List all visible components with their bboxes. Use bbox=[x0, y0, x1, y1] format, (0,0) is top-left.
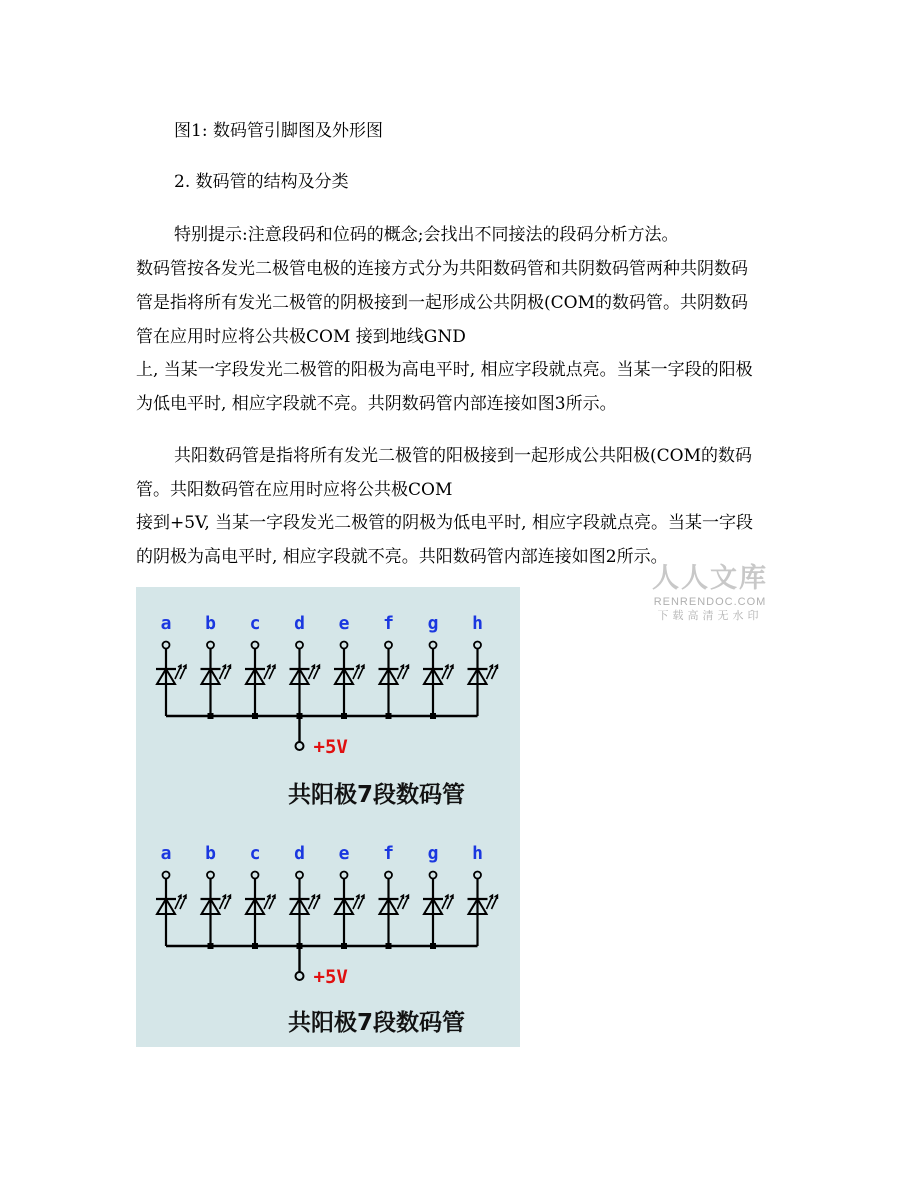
segment-label-c: c bbox=[249, 843, 261, 864]
segment-label-f: f bbox=[383, 613, 394, 634]
led-light-arrows-d bbox=[309, 665, 320, 679]
watermark-tagline: 下载高清无水印 bbox=[657, 609, 763, 622]
segment-pin-g bbox=[430, 642, 437, 649]
led-light-arrows-h bbox=[487, 895, 498, 909]
led-light-arrows-c bbox=[264, 895, 275, 909]
led-light-arrows-a bbox=[175, 665, 186, 679]
segment-pin-f bbox=[385, 872, 392, 879]
segment-label-h: h bbox=[472, 843, 483, 864]
para1-line-6: 为低电平时, 相应字段就不亮。共阴数码管内部连接如图3所示。 bbox=[136, 394, 617, 414]
segment-pin-a bbox=[163, 642, 170, 649]
section-2-heading: 2. 数码管的结构及分类 bbox=[174, 172, 349, 192]
led-light-arrows-c bbox=[264, 665, 275, 679]
segment-label-g: g bbox=[427, 613, 439, 634]
led-light-arrows-e bbox=[353, 895, 364, 909]
led-light-arrows-g bbox=[442, 895, 453, 909]
com-pin bbox=[296, 742, 304, 750]
segment-label-b: b bbox=[205, 843, 216, 864]
segment-label-e: e bbox=[338, 613, 350, 634]
led-light-arrows-d bbox=[309, 895, 320, 909]
segment-pin-h bbox=[474, 642, 481, 649]
segment-pin-g bbox=[430, 872, 437, 879]
common-anode-diagram-figure bbox=[136, 587, 520, 1047]
para2-line-1: 共阳数码管是指将所有发光二极管的阳极接到一起形成公共阳极(COM的数码 bbox=[174, 446, 752, 466]
diagram-caption: 共阳极7段数码管 bbox=[288, 1010, 466, 1036]
para2-line-3: 接到+5V, 当某一字段发光二极管的阴极为低电平时, 相应字段就点亮。当某一字段 bbox=[136, 513, 753, 533]
segment-label-f: f bbox=[383, 843, 394, 864]
diagram-caption: 共阳极7段数码管 bbox=[288, 782, 466, 808]
segment-label-a: a bbox=[160, 613, 172, 634]
com-pin bbox=[296, 972, 304, 980]
led-light-arrows-a bbox=[175, 895, 186, 909]
para1-line-3: 管是指将所有发光二极管的阴极接到一起形成公共阴极(COM的数码管。共阴数码 bbox=[136, 293, 748, 313]
segment-label-h: h bbox=[472, 613, 483, 634]
led-light-arrows-e bbox=[353, 665, 364, 679]
segment-pin-c bbox=[252, 642, 259, 649]
segment-pin-b bbox=[207, 642, 214, 649]
supply-label: +5V bbox=[313, 966, 348, 988]
figure-1-caption: 图1: 数码管引脚图及外形图 bbox=[174, 121, 383, 141]
segment-pin-d bbox=[296, 642, 303, 649]
led-light-arrows-g bbox=[442, 665, 453, 679]
watermark-url: RENRENDOC.COM bbox=[653, 596, 767, 608]
segment-label-g: g bbox=[427, 843, 439, 864]
segment-label-e: e bbox=[338, 843, 350, 864]
segment-pin-b bbox=[207, 872, 214, 879]
segment-label-c: c bbox=[249, 613, 261, 634]
segment-pin-h bbox=[474, 872, 481, 879]
segment-pin-e bbox=[341, 642, 348, 649]
para2-line-4: 的阴极为高电平时, 相应字段就不亮。共阳数码管内部连接如图2所示。 bbox=[136, 547, 668, 567]
watermark-logo bbox=[645, 562, 775, 623]
segment-pin-c bbox=[252, 872, 259, 879]
para1-line-2: 数码管按各发光二极管电极的连接方式分为共阳数码管和共阴数码管两种共阴数码 bbox=[136, 259, 748, 279]
segment-label-d: d bbox=[294, 843, 305, 864]
segment-label-b: b bbox=[205, 613, 216, 634]
para1-line-4: 管在应用时应将公共极COM 接到地线GND bbox=[136, 327, 466, 347]
segment-pin-d bbox=[296, 872, 303, 879]
led-light-arrows-b bbox=[220, 895, 231, 909]
led-light-arrows-h bbox=[487, 665, 498, 679]
segment-pin-a bbox=[163, 872, 170, 879]
watermark-title: 人人文库 bbox=[652, 563, 768, 594]
segment-label-d: d bbox=[294, 613, 305, 634]
para2-line-2: 管。共阳数码管在应用时应将公共极COM bbox=[136, 480, 453, 500]
common-anode-diagram-bottom bbox=[136, 817, 520, 1047]
led-light-arrows-b bbox=[220, 665, 231, 679]
common-anode-diagram-top bbox=[136, 587, 520, 817]
led-light-arrows-f bbox=[398, 665, 409, 679]
segment-label-a: a bbox=[160, 843, 172, 864]
segment-pin-f bbox=[385, 642, 392, 649]
segment-pin-e bbox=[341, 872, 348, 879]
led-light-arrows-f bbox=[398, 895, 409, 909]
para1-line-1: 特别提示:注意段码和位码的概念;会找出不同接法的段码分析方法。 bbox=[174, 225, 679, 245]
para1-line-5: 上, 当某一字段发光二极管的阳极为高电平时, 相应字段就点亮。当某一字段的阳极 bbox=[136, 360, 753, 380]
supply-label: +5V bbox=[313, 736, 348, 758]
